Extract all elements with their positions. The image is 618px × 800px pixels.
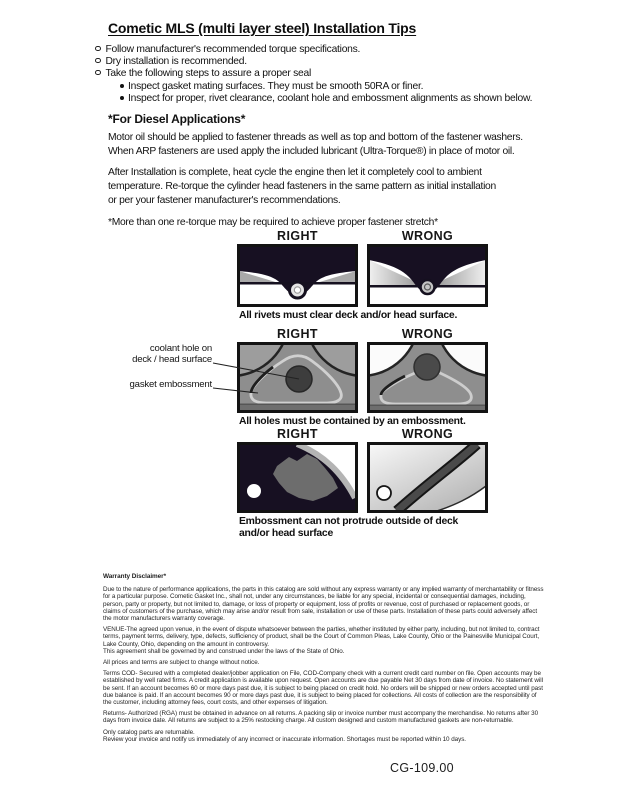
tip-text: Take the following steps to assure a proper seal <box>105 67 312 79</box>
venue-paragraph: VENUE-The agreed upon venue, in the event of dispute whatsoever between the parties, whether instituted by either party, including, but not limited to, contract terms, payment terms, delivery, type, defects, sufficiency of product, shall be the Court of Common Pleas, Lake County, Ohio or the Painesville Municipal Court, Lake County, Ohio, depending on the amount in controversy. <box>103 626 540 648</box>
warranty-paragraph: Due to the nature of performance applications, the parts in this catalog are sold without any express warranty or any implied warranty of merchantability or fitness for a particular purpose. Cometic Gasket Inc., shall not, under any circumstances, be liable for any special, incidental or consequential damages, including, person, party or property, but not limited to, damage, or loss of property or equipment, loss of profits or revenue, cost of purchased or replacement goods, or claims of customers of the purchase, which may arise and/or result from sale, installation or use of these parts. Installation of these parts could adversely affect the motor manufacturers warranty coverage. <box>103 586 544 623</box>
page-title: Cometic MLS (multi layer steel) Installation Tips <box>108 20 417 36</box>
hollow-bullet-icon <box>95 46 101 52</box>
figure-caption <box>237 516 488 539</box>
installation-tips-list <box>95 43 360 79</box>
figure-diagrams <box>237 442 488 513</box>
bolt-hole-icon <box>247 484 261 498</box>
rivet-right-diagram <box>237 244 358 307</box>
hollow-bullet-icon <box>95 58 101 64</box>
tip-text: Dry installation is recommended. <box>105 55 247 67</box>
containment-wrong-diagram <box>367 342 488 413</box>
bolt-hole-icon <box>377 486 391 500</box>
caption-line: Embossment can not protrude outside of deck <box>239 516 459 527</box>
figure-caption: All rivets must clear deck and/or head surface. <box>239 310 458 321</box>
warranty-disclaimer-section <box>103 573 545 747</box>
governing-law-line: This agreement shall be governed by and construed under the laws of the State of Ohio. <box>103 647 345 655</box>
annotation-leader-lines <box>212 340 312 400</box>
paragraph-line: After Installation is complete, heat cycle the engine then let it completely cool to ambient <box>108 167 482 178</box>
figure-embossment-protrusion <box>237 428 488 539</box>
page-code: CG-109.00 <box>390 761 454 775</box>
filled-bullet-icon <box>120 96 124 100</box>
returns-paragraph: Returns- Authorized (RGA) must be obtained in advance on all returns. A packing slip or invoice number must accompany the merchandise. No returns after 30 days from invoice date. All returns are subject to a 25% restocking charge. All custom designed and custom manufactured gaskets are non-returnable. <box>103 710 539 725</box>
tip-item <box>95 67 360 79</box>
inspection-steps-list <box>120 80 532 104</box>
step-text: Inspect for proper, rivet clearance, coolant hole and embossment alignments as shown below. <box>128 92 533 104</box>
gasket-embossment-annotation: gasket embossment <box>129 379 212 390</box>
coolant-hole-icon <box>414 354 440 380</box>
right-label: RIGHT <box>277 327 318 341</box>
annotation-line: coolant hole on <box>149 343 212 354</box>
paragraph-line: When ARP fasteners are used apply the included lubricant (Ultra-Torque®) in place of motor oil. <box>108 146 515 157</box>
prices-line: All prices and terms are subject to change without notice. <box>103 659 260 667</box>
right-label: RIGHT <box>277 427 318 441</box>
paragraph-line: or per your fastener manufacturer's recommendations. <box>108 195 341 206</box>
diesel-section-heading: *For Diesel Applications* <box>108 112 246 126</box>
tip-item <box>95 43 360 55</box>
figure-labels <box>237 230 488 243</box>
annotation-line: deck / head surface <box>132 354 212 365</box>
wrong-label: WRONG <box>401 229 454 243</box>
terms-paragraph: Terms COD- Secured with a completed dealer/jobber application on File, COD-Company check with a current credit card number on file. Open accounts may be established by well rated firms. A credit application is available upon request. Open accounts are due payable Net 30 days from date of invoice. No statement will be sent. If an account becomes 60 or more days past due, it is subject to being placed on credit hold. No orders will be shipped or new orders accepted until past due balance is paid. If an account becomes 90 or more days past due, it is subject to being placed for collections. All costs of collection are the responsibility of the customer, including attorney fees, court costs, and other expenses of litigation. <box>103 670 543 707</box>
figure-labels <box>237 428 488 441</box>
protrusion-wrong-diagram <box>367 442 488 513</box>
coolant-hole-annotation <box>100 343 212 365</box>
tip-item <box>95 55 360 67</box>
step-text: Inspect gasket mating surfaces. They must be smooth 50RA or finer. <box>128 80 424 92</box>
rivet-wrong-diagram <box>367 244 488 307</box>
hollow-bullet-icon <box>95 70 101 76</box>
disclaimer-heading: Warranty Disclaimer* <box>103 573 167 580</box>
protrusion-right-diagram <box>237 442 358 513</box>
paragraph-line: temperature. Re-torque the cylinder head fasteners in the same pattern as initial installation <box>108 181 496 192</box>
filled-bullet-icon <box>120 84 124 88</box>
wrong-label: WRONG <box>401 427 454 441</box>
catalog-parts-line: Only catalog parts are returnable. <box>103 728 195 736</box>
wrong-label: WRONG <box>401 327 454 341</box>
figure-caption: All holes must be contained by an embossment. <box>239 416 466 427</box>
diesel-paragraph-1 <box>108 132 523 160</box>
tip-text: Follow manufacturer's recommended torque specifications. <box>105 43 361 55</box>
retorque-note: *More than one re-torque may be required to achieve proper fastener stretch* <box>108 217 438 228</box>
review-invoice-line: Review your invoice and notify us immediately of any incorrect or inaccurate information. Shortages must be reported within 10 days. <box>103 735 466 743</box>
step-item <box>120 92 532 104</box>
diesel-paragraph-2 <box>108 167 496 209</box>
figure-rivet-clearance <box>237 230 488 321</box>
right-label: RIGHT <box>277 229 318 243</box>
rivet-icon <box>421 280 435 294</box>
figure-diagrams <box>237 244 488 307</box>
step-item <box>120 80 532 92</box>
paragraph-line: Motor oil should be applied to fastener threads as well as top and bottom of the fastener washers. <box>108 132 523 143</box>
caption-line: and/or head surface <box>239 527 333 539</box>
